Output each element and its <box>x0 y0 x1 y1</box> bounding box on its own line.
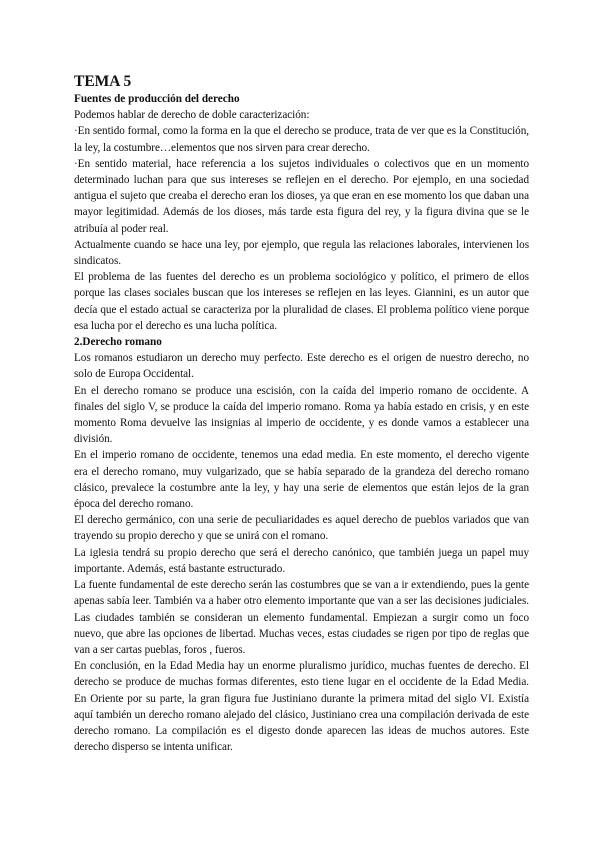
document-title: TEMA 5 <box>74 73 132 90</box>
paragraph: ·En sentido material, hace referencia a los sujetos individuales o colectivos que en un momento determinado luchan para que sus intereses se reflejen en el derecho. Por ejemplo, en una sociedad antigua el sujeto que creaba el derecho eran los dioses, ya que eran en ese momento los que daban una mayor legitimidad. Además de los dioses, más tarde esta figura del rey, y la figura divina que se le atribuía al poder real. <box>74 157 529 235</box>
section-heading-derecho-romano: 2.Derecho romano <box>74 336 162 349</box>
document-page <box>74 72 529 755</box>
paragraph: En el derecho romano se produce una escisión, con la caída del imperio romano de occidente. A finales del siglo V, se produce la caída del imperio romano. Roma ya había estado en crisis, y en este momento Roma devuelve las insignias al imperio de occidente, y es donde vamos a establecer una división. <box>74 384 529 446</box>
paragraph: La fuente fundamental de este derecho serán las costumbres que se van a ir extendiendo, pues la gente apenas sabía leer. También va a haber otro elemento importante que van a ser las decisiones judiciales. Las ciudades también se consideran un elemento fundamental. Empiezan a surgir como un foco nuevo, que abre las opciones de libertad. Muchas veces, estas ciudades se rigen por tipo de reglas que van a ser cartas pueblas, foros , fueros. <box>74 579 529 656</box>
paragraph: En conclusión, en la Edad Media hay un enorme pluralismo jurídico, muchas fuentes de derecho. El derecho se produce de muchas formas diferentes, esto tiene lugar en el occidente de la Edad Media. En Oriente por su parte, la gran figura fue Justiniano durante la primera mitad del siglo VI. Existía aquí también un derecho romano alejado del clásico, Justiniano crea una compilación derivada de este derecho romano. La compilación es el digesto donde aparecen las ideas de muchos autores. Este derecho disperso se intenta unificar. <box>74 660 529 754</box>
section-heading-fuentes: Fuentes de producción del derecho <box>74 93 240 105</box>
paragraph: El derecho germánico, con una serie de peculiaridades es aquel derecho de pueblos variados que van trayendo su propio derecho y que se unirá con el romano. <box>74 514 529 543</box>
paragraph: La iglesia tendrá su propio derecho que será el derecho canónico, que también juega un papel muy importante. Además, está bastante estructurado. <box>74 546 529 575</box>
paragraph: Podemos hablar de derecho de doble caracterización: <box>74 109 310 122</box>
paragraph: En el imperio romano de occidente, tenemos una edad media. En este momento, el derecho vigente era el derecho romano, muy vulgarizado, que se había separado de la grandeza del derecho romano clásico, prevalece la costumbre ante la ley, y hay una serie de elementos que están lejos de la gran época del derecho romano. <box>74 449 529 511</box>
paragraph: ·En sentido formal, como la forma en la que el derecho se produce, trata de ver que es la Constitución, la ley, la costumbre…elementos que nos sirven para crear derecho. <box>74 125 529 154</box>
paragraph: El problema de las fuentes del derecho es un problema sociológico y político, el primero de ellos porque las clases sociales buscan que los intereses se reflejen en las leyes. Giannini, es un autor que decía que el estado actual se caracteriza por la pluralidad de clases. El problema político viene porque esa lucha por el derecho es una lucha política. <box>74 271 529 332</box>
paragraph: Actualmente cuando se hace una ley, por ejemplo, que regula las relaciones laborales, intervienen los sindicatos. <box>74 238 529 268</box>
paragraph: Los romanos estudiaron un derecho muy perfecto. Este derecho es el origen de nuestro derecho, no solo de Europa Occidental. <box>74 352 529 381</box>
